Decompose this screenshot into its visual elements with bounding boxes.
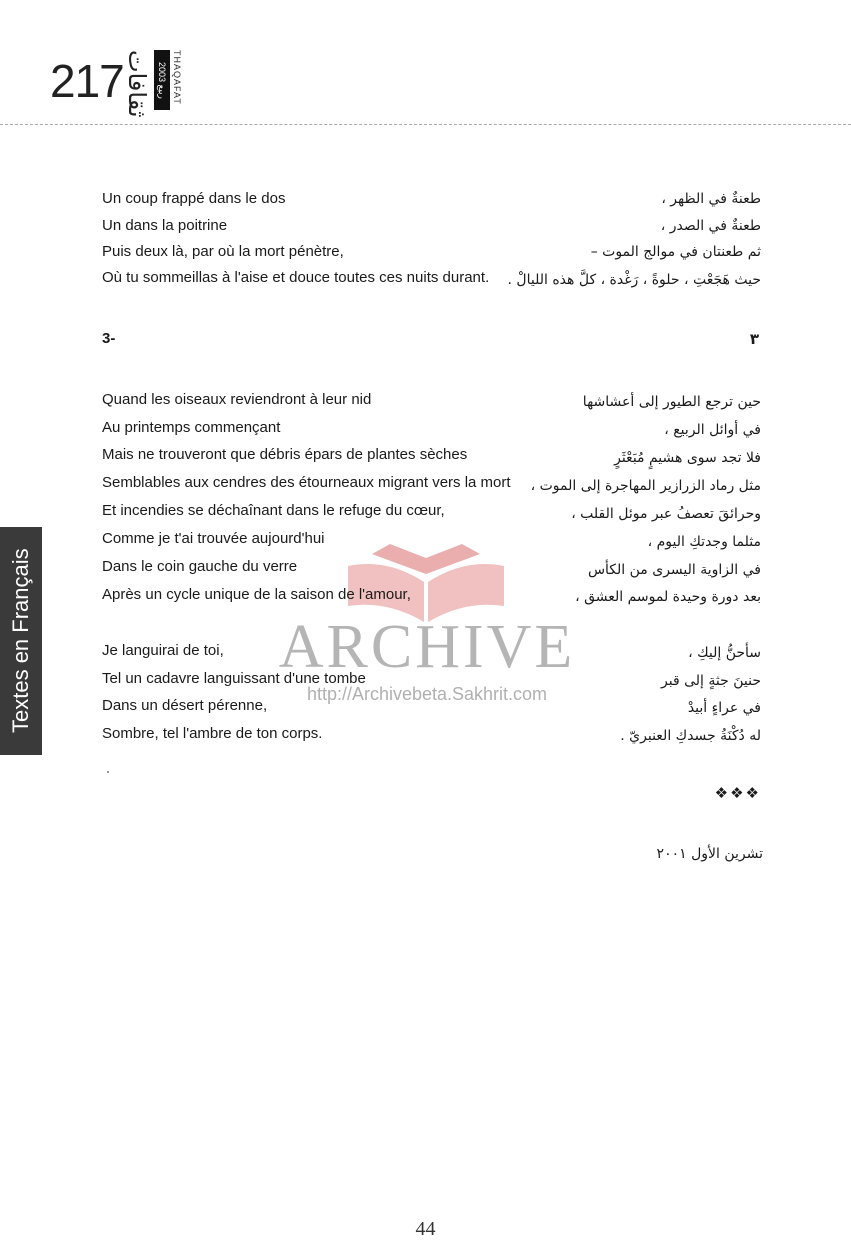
section-number-arabic: ٣ — [749, 330, 759, 348]
french-line: Puis deux là, par où la mort pénètre, — [102, 243, 344, 260]
arabic-line: في عراءٍ أبيدْ — [687, 700, 761, 716]
french-line: Sombre, tel l'ambre de ton corps. — [102, 725, 323, 742]
arabic-line: حنينَ جثةٍ إلى قبر — [661, 673, 761, 689]
french-line: Dans un désert pérenne, — [102, 697, 268, 714]
french-line: Dans le coin gauche du verre — [102, 558, 298, 575]
arabic-line: وحرائقَ تعصفُ عبر موئل القلب ، — [571, 506, 761, 522]
french-line: Comme je t'ai trouvée aujourd'hui — [102, 530, 325, 547]
print-speck — [107, 771, 109, 773]
arabic-line: بعد دورة وحيدة لموسم العشق ، — [575, 589, 761, 605]
arabic-line: ثم طعنتان في موالج الموت – — [590, 244, 761, 260]
poem-date: تشرين الأول ٢٠٠١ — [656, 846, 763, 862]
arabic-line: في الزاوية اليسرى من الكأس — [587, 562, 761, 578]
french-line: Au printemps commençant — [102, 419, 281, 436]
french-line: Semblables aux cendres des étourneaux migrant vers la mort — [102, 474, 511, 491]
arabic-line: مثلما وجدتكِ اليوم ، — [647, 534, 761, 550]
arabic-line: حيث هَجَعْتِ ، حلوةً ، رَغْدة ، كلَّ هذه الليالْ . — [507, 272, 761, 288]
french-line: Où tu sommeillas à l'aise et douce toutes ces nuits durant. — [102, 269, 490, 286]
french-line: Après un cycle unique de la saison de l'amour, — [102, 586, 411, 603]
arabic-line: له دُكْنَةُ جسدكِ العنبريّ . — [620, 728, 761, 744]
arabic-line: طعنةٌ في الصدر ، — [660, 218, 761, 234]
french-line: Quand les oiseaux reviendront à leur nid — [102, 391, 372, 408]
arabic-line: طعنةٌ في الظهر ، — [661, 191, 761, 207]
issue-number: 217 — [50, 55, 124, 107]
arabic-line: سأحنُّ إليكِ ، — [688, 645, 761, 661]
page-number: 44 — [415, 1218, 436, 1240]
arabic-line: حين ترجع الطيور إلى أعشاشها — [582, 394, 761, 410]
arabic-line: في أوائل الربيع ، — [664, 422, 761, 438]
watermark-title: ARCHIVE — [278, 613, 576, 681]
arabic-line: مثل رماد الزرازير المهاجرة إلى الموت ، — [530, 478, 761, 494]
french-line: Et incendies se déchaînant dans le refuge du cœur, — [102, 502, 445, 519]
section-ornament: ❖❖❖ — [714, 785, 761, 802]
masthead-arabic-title: ثقافات — [123, 50, 151, 118]
side-tab-label: Textes en Français — [8, 548, 33, 734]
section-number-french: 3- — [102, 330, 116, 347]
masthead-latin-title: THAQAFAT — [172, 50, 182, 105]
french-line: Tel un cadavre languissant d'une tombe — [102, 670, 366, 687]
masthead-date: ربيع 2003 — [154, 50, 170, 110]
french-line: Mais ne trouveront que débris épars de plantes sèches — [102, 446, 468, 463]
watermark-book-icon — [342, 540, 510, 622]
watermark-url: http://Archivebeta.Sakhrit.com — [306, 684, 548, 704]
french-line: Je languirai de toi, — [102, 642, 224, 659]
french-line: Un coup frappé dans le dos — [102, 190, 286, 207]
arabic-line: فلا تجد سوى هشيمٍ مُبَعْثَرٍ — [614, 450, 761, 466]
header-divider — [0, 124, 851, 125]
french-line: Un dans la poitrine — [102, 217, 228, 234]
